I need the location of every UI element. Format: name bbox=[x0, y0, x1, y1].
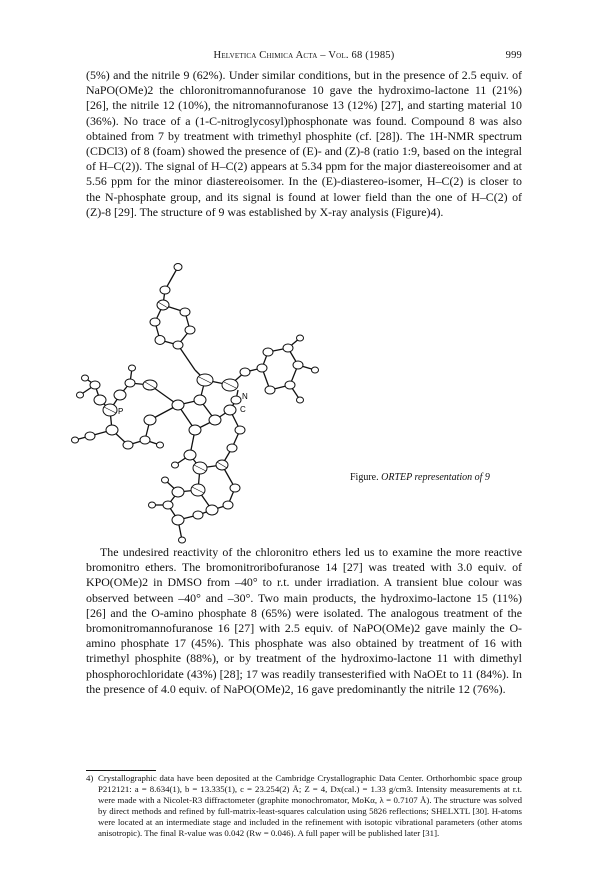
atom-label-n: N bbox=[242, 392, 248, 401]
paragraph-2: The undesired reactivity of the chloronitro ethers led us to examine the more reactive bromonitro ethers. The bromonitroribofuranose 14 [27] was treated with 3.0 equiv. of KPO(OMe)2 in DMSO from –40° to r.t. under irradiation. A transient blue colour was observed between –40° and –30°. Two main products, the hydroximo-lactone 15 (11%) [26] and the O-amino phosphate 8 (65%) were isolated. The analogous treatment of the bromonitromannofuranose 16 [27] with 2.5 equiv. of NaPO(OMe)2 gave mainly the O-amino phosphate 17 (45%). This phosphate was also obtained by treatment of 16 with trimethyl phosphite (88%), or by treatment of the hydroximo-lactone 11 with dimethyl phosphorochloridate (43%) [28]; 17 was readily transesterified with NaOEt to 11 (84%). In the presence of 4.0 equiv. of NaPO(OMe)2, 16 gave predominantly the nitrile 12 (76%). bbox=[86, 545, 522, 696]
atom-label-c: C bbox=[240, 405, 246, 414]
paragraph-2-block bbox=[86, 545, 522, 697]
figure-caption-label: Figure. bbox=[350, 472, 379, 483]
footnote-4 bbox=[86, 773, 522, 840]
page-number: 999 bbox=[505, 50, 522, 61]
paragraph-1: (5%) and the nitrile 9 (62%). Under similar conditions, but in the presence of 2.5 equiv. of NaPO(OMe)2 the chloronitromannofuranose 10 gave the hydroximo-lactone 11 (21%) [26], the nitrile 12 (10%), the nitromannofuranose 13 (12%) [27], and starting material 10 (36%). No trace of a (1-C-nitroglycosyl)phosphonate was found. Compound 8 was also obtained from 7 by treatment with trimethyl phosphite (cf. [28]). The 1H-NMR spectrum (CDCl3) of 8 (foam) showed the presence of (E)- and (Z)-8 (ratio 1:9, based on the integral of H–C(2)). The signal of H–C(2) appears at 5.34 ppm for the major diastereoisomer and at 5.56 ppm for the minor diastereoisomer. In the (E)-diastereo-isomer, H–C(2) is closer to the N-phosphate group, and its signal is found at lower field than the one of H–C(2) of (Z)-8 [29]. The structure of 9 was established by X-ray analysis (Figure)4). bbox=[86, 68, 522, 219]
footnote-text: Crystallographic data have been deposited at the Cambridge Crystallographic Data Center. Orthorhombic space group P212121: a = 8.634(1), b = 13.335(1), c = 23.254(2) Å; Z = 4, Dx(cal.) = 1.33 g/cm3. Intensity measurements at r.t. were made with a Nicolet-R3 diffractometer (graphite monochromator, MoKα, λ = 0.7107 Å). The structure was solved by direct methods and refined by full-matrix-least-squares calculation using 5826 reflections; SHELXTL [30]. H-atoms were located at an intermediate stage and included in the refinement with isotopic vibrational parameters (other atoms anisotropic). The final R-value was 0.042 (Rw = 0.046). A full paper will be published later [31]. bbox=[98, 773, 522, 839]
atom-ellipsoids bbox=[72, 264, 319, 544]
figure-caption-text: ORTEP representation of 9 bbox=[381, 472, 490, 483]
footnote-mark: 4) bbox=[86, 773, 94, 783]
journal-title: Helvetica Chimica Acta – Vol. 68 (1985) bbox=[213, 50, 395, 61]
atom-label-p: P bbox=[118, 407, 124, 416]
footnote-rule bbox=[86, 770, 156, 771]
figure-caption bbox=[350, 472, 490, 483]
